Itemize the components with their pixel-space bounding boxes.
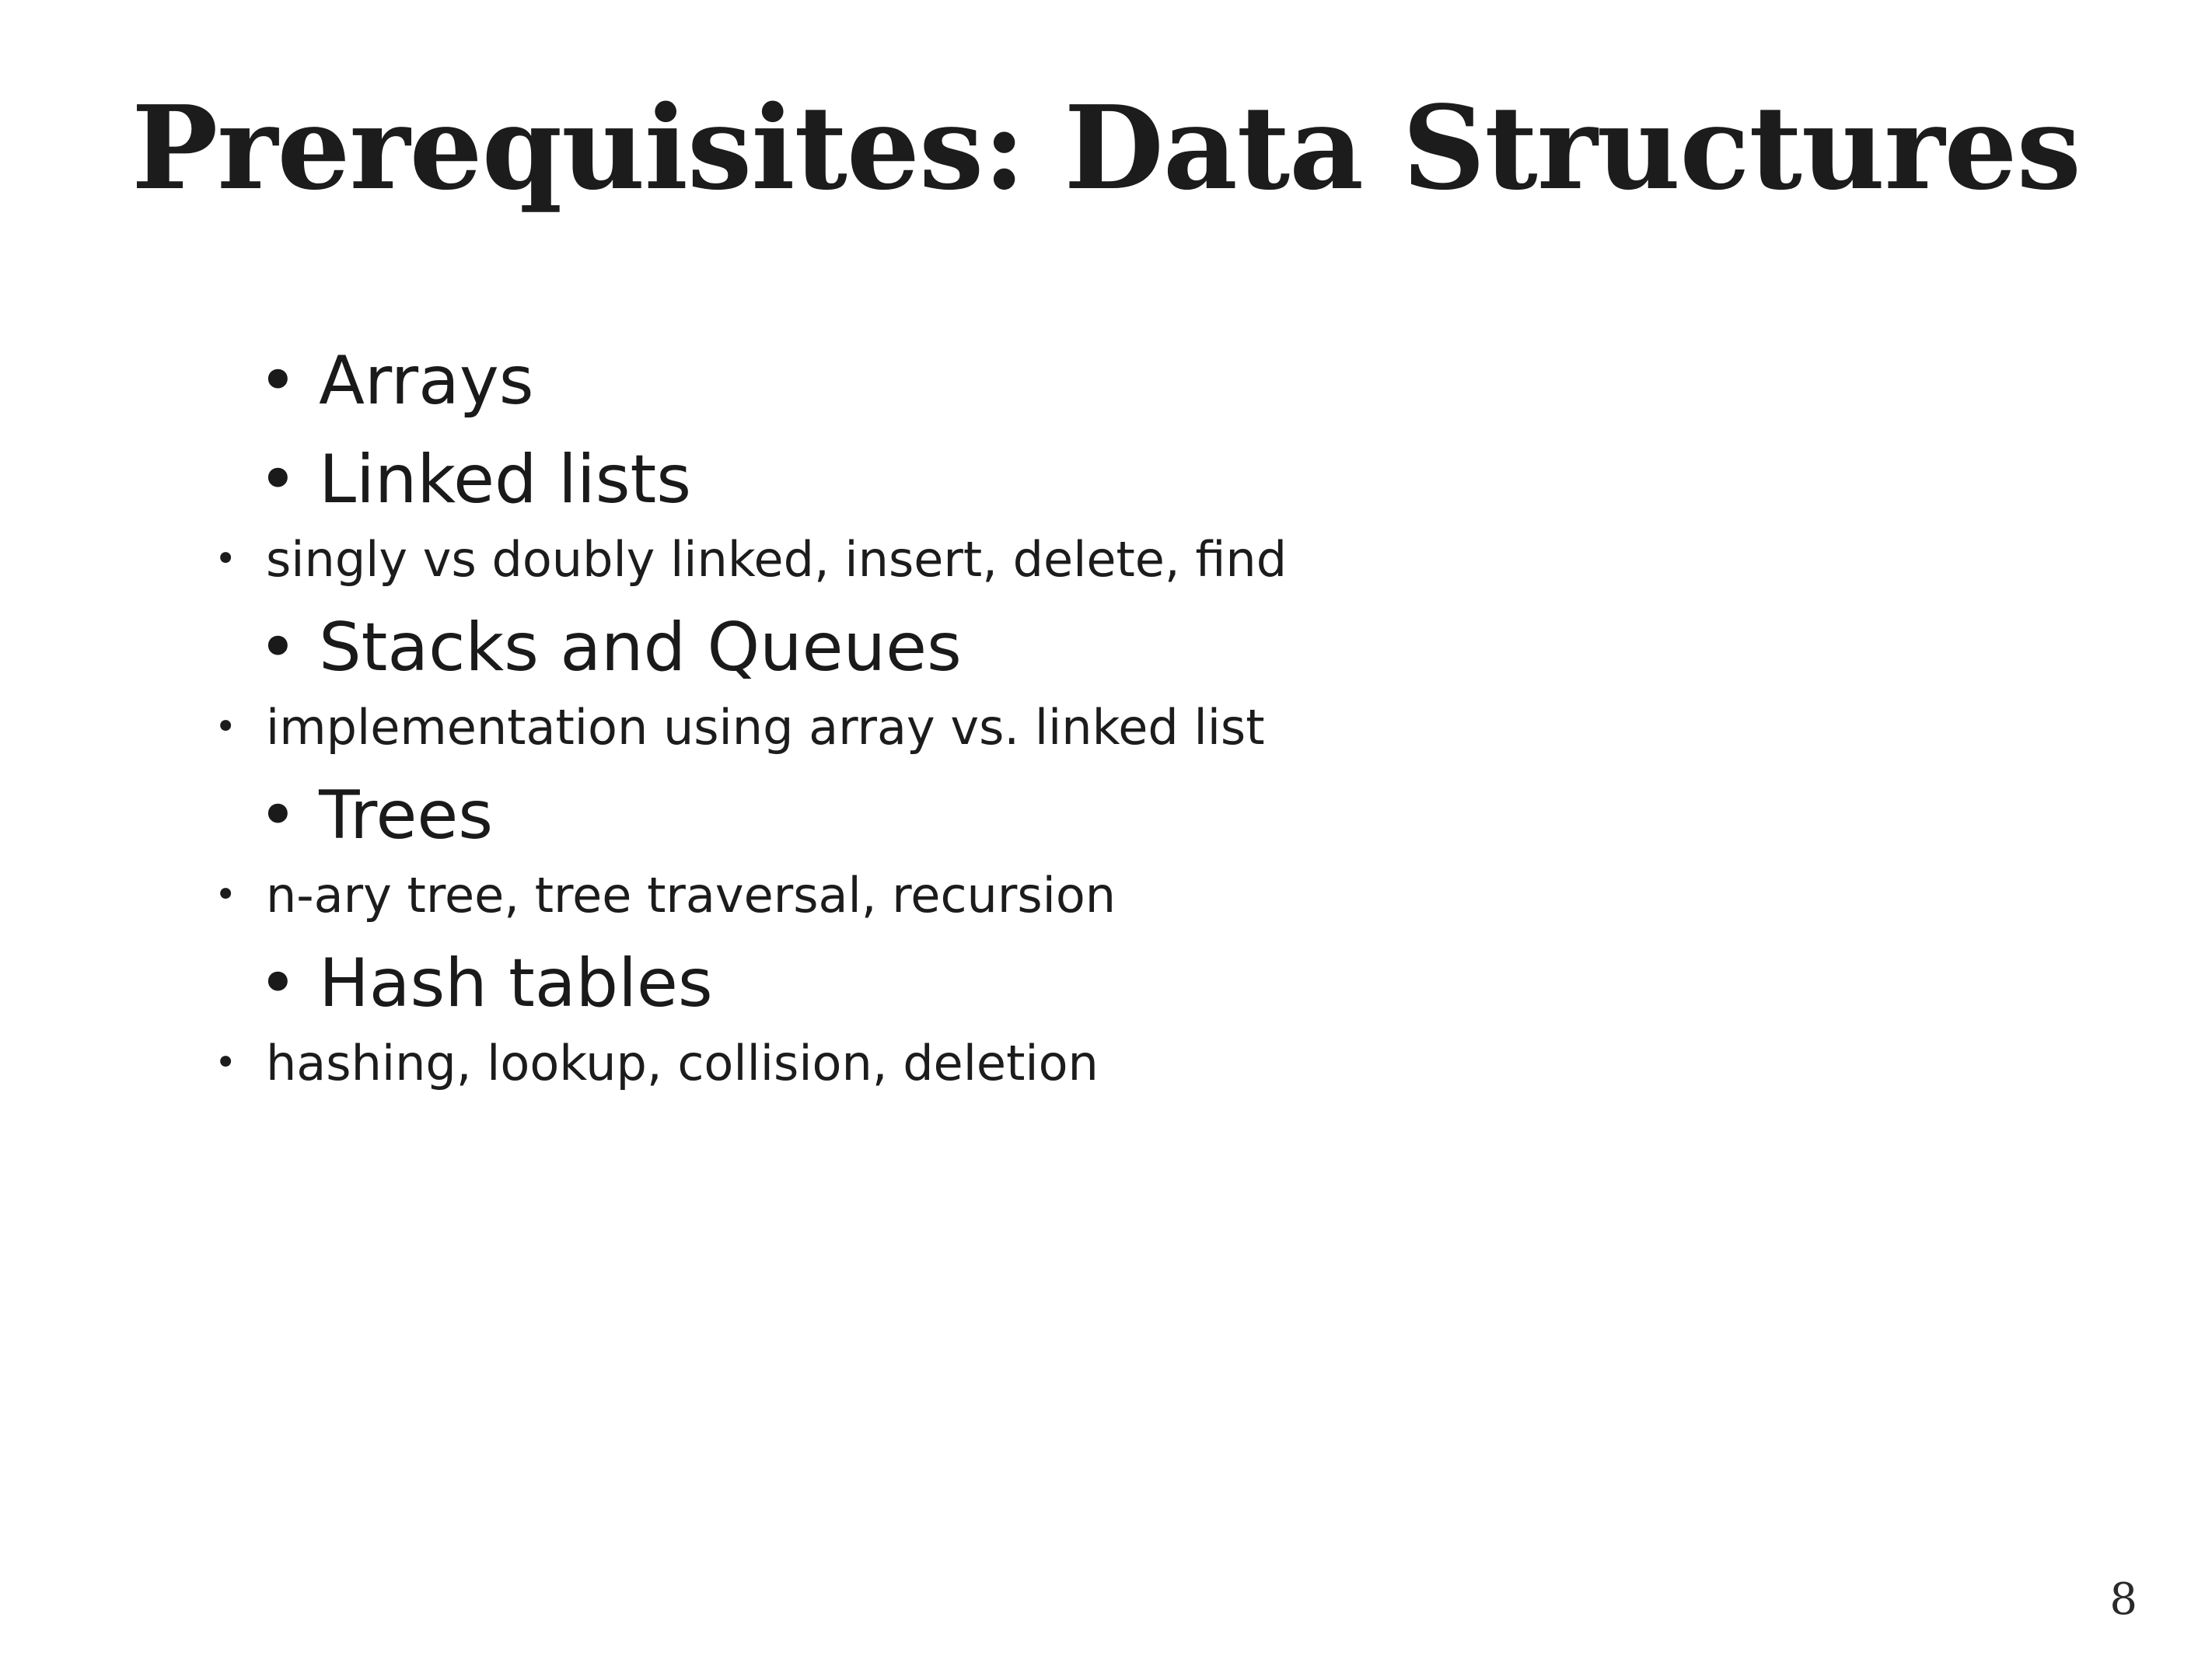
bullet-level1: [180, 945, 2031, 1023]
list-item: [180, 609, 2031, 756]
bullet-icon: •: [215, 1040, 237, 1084]
sub-list: [180, 867, 2031, 924]
bullet-level1: [180, 609, 2031, 687]
slide-content: [180, 342, 2031, 1112]
bullet-level1-label: Hash tables: [319, 945, 713, 1023]
bullet-level1: [180, 777, 2031, 855]
bullet-icon: •: [215, 704, 237, 749]
bullet-icon: •: [258, 342, 298, 420]
page-title: Prerequisites: Data Structures: [131, 80, 2081, 215]
bullet-level2-label: n-ary tree, tree traversal, recursion: [266, 866, 1116, 924]
bullet-icon: •: [258, 777, 298, 855]
sub-list: [180, 1035, 2031, 1092]
bullet-level2: [180, 1035, 2031, 1092]
page-number: 8: [2109, 1574, 2137, 1625]
bullet-level2: [180, 699, 2031, 756]
list-item: [180, 441, 2031, 589]
list-item: [180, 945, 2031, 1092]
list-item: [180, 342, 2031, 421]
bullet-icon: •: [258, 609, 298, 687]
bullet-level1-label: Arrays: [319, 342, 534, 420]
bullet-icon: •: [258, 945, 298, 1023]
sub-list: [180, 699, 2031, 756]
bullet-level1: [180, 441, 2031, 519]
sub-list: [180, 531, 2031, 589]
outline-list: [180, 342, 2031, 1092]
bullet-level2: [180, 531, 2031, 589]
bullet-icon: •: [215, 536, 237, 581]
bullet-level2-label: implementation using array vs. linked list: [266, 698, 1265, 756]
bullet-level1: [180, 342, 2031, 421]
bullet-icon: •: [258, 441, 298, 519]
bullet-level2-label: singly vs doubly linked, insert, delete, find: [266, 530, 1288, 588]
bullet-level1-label: Stacks and Queues: [319, 609, 962, 687]
list-item: [180, 777, 2031, 924]
bullet-icon: •: [215, 872, 237, 917]
bullet-level1-label: Trees: [319, 777, 494, 855]
bullet-level2: [180, 867, 2031, 924]
bullet-level2-label: hashing, lookup, collision, deletion: [266, 1034, 1099, 1091]
bullet-level1-label: Linked lists: [319, 441, 692, 519]
